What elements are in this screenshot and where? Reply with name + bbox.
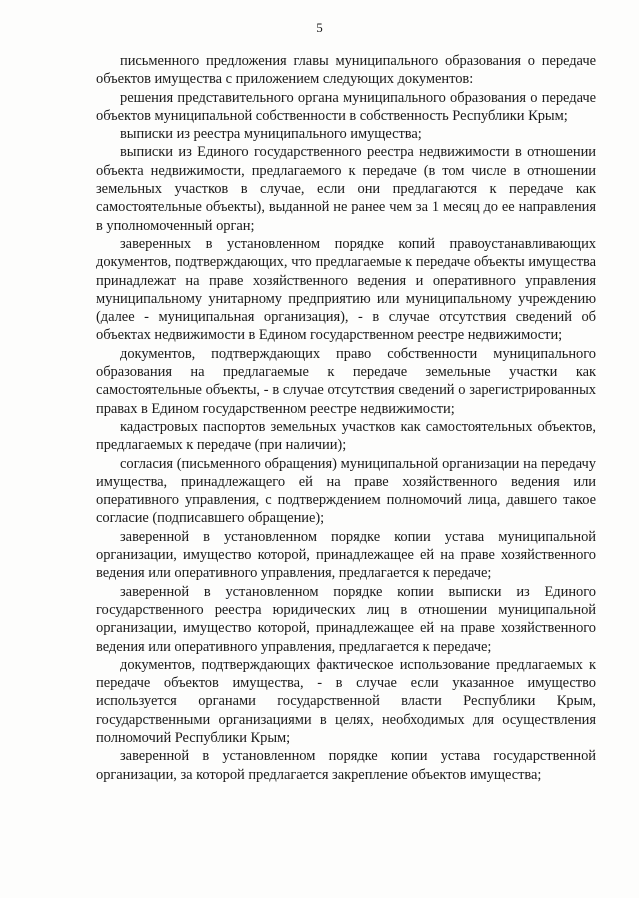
- paragraph: документов, подтверждающих право собственности муниципального образования на предлагаемые к передаче земельные участки как самостоятельные объекты, - в случае отсутствия сведений о зарегистрированных правах в Едином государственном реестре недвижимости;: [96, 345, 596, 417]
- paragraph: письменного предложения главы муниципального образования о передаче объектов имущества с приложением следующих документов:: [96, 53, 596, 88]
- paragraph: заверенной в установленном порядке копии устава муниципальной организации, имущество которой, принадлежащее ей на праве хозяйственного ведения или оперативного управления, предлагается к передаче;: [96, 528, 596, 582]
- paragraph: документов, подтверждающих фактическое использование предлагаемых к передаче объектов имущества, - в случае если указанное имущество используется органами государственной власти Республики Крым, государственными организациями в целях, необходимых для осуществления полномочий Республики Крым;: [96, 656, 596, 746]
- paragraph: выписки из реестра муниципального имущества;: [120, 126, 422, 143]
- paragraph: заверенной в установленном порядке копии устава государственной организации, за которой предлагается закрепление объектов имущества;: [96, 748, 596, 783]
- document-body: [96, 52, 596, 784]
- paragraph: кадастровых паспортов земельных участков как самостоятельных объектов, предлагаемых к передаче (при наличии);: [96, 418, 596, 454]
- paragraph: заверенной в установленном порядке копии выписки из Единого государственного реестра юридических лиц в отношении муниципальной организации, имущество которой, принадлежащее ей на праве хозяйственного ведения или оперативного управления, предлагается к передаче;: [96, 583, 596, 655]
- paragraph: решения представительного органа муниципального образования о передаче объектов муниципальной собственности в собственность Республики Крым;: [96, 89, 596, 124]
- paragraph: согласия (письменного обращения) муниципальной организации на передачу имущества, принадлежащего ей на праве хозяйственного ведения или оперативного управления, с подтверждением полномочий лица, давшего такое согласие (подписавшего обращение);: [96, 455, 596, 527]
- paragraph: заверенных в установленном порядке копий правоустанавливающих документов, подтверждающих, что предлагаемые к передаче объекты имущества принадлежат на праве хозяйственного ведения и оперативного управления муниципальному унитарному предприятию или муниципальному учреждению (далее - муниципальная организация), - в случае отсутствия сведений об объектах недвижимости в Едином государственном реестре недвижимости;: [96, 235, 596, 344]
- page-number: 5: [316, 20, 323, 35]
- paragraph: выписки из Единого государственного реестра недвижимости в отношении объекта недвижимости, предлагаемого к передаче (в том числе в отношении земельных участков в случае, если они предлагаются к передаче как самостоятельные объекты), выданной не ранее чем за 1 месяц до ее направления в уполномоченный орган;: [96, 144, 596, 234]
